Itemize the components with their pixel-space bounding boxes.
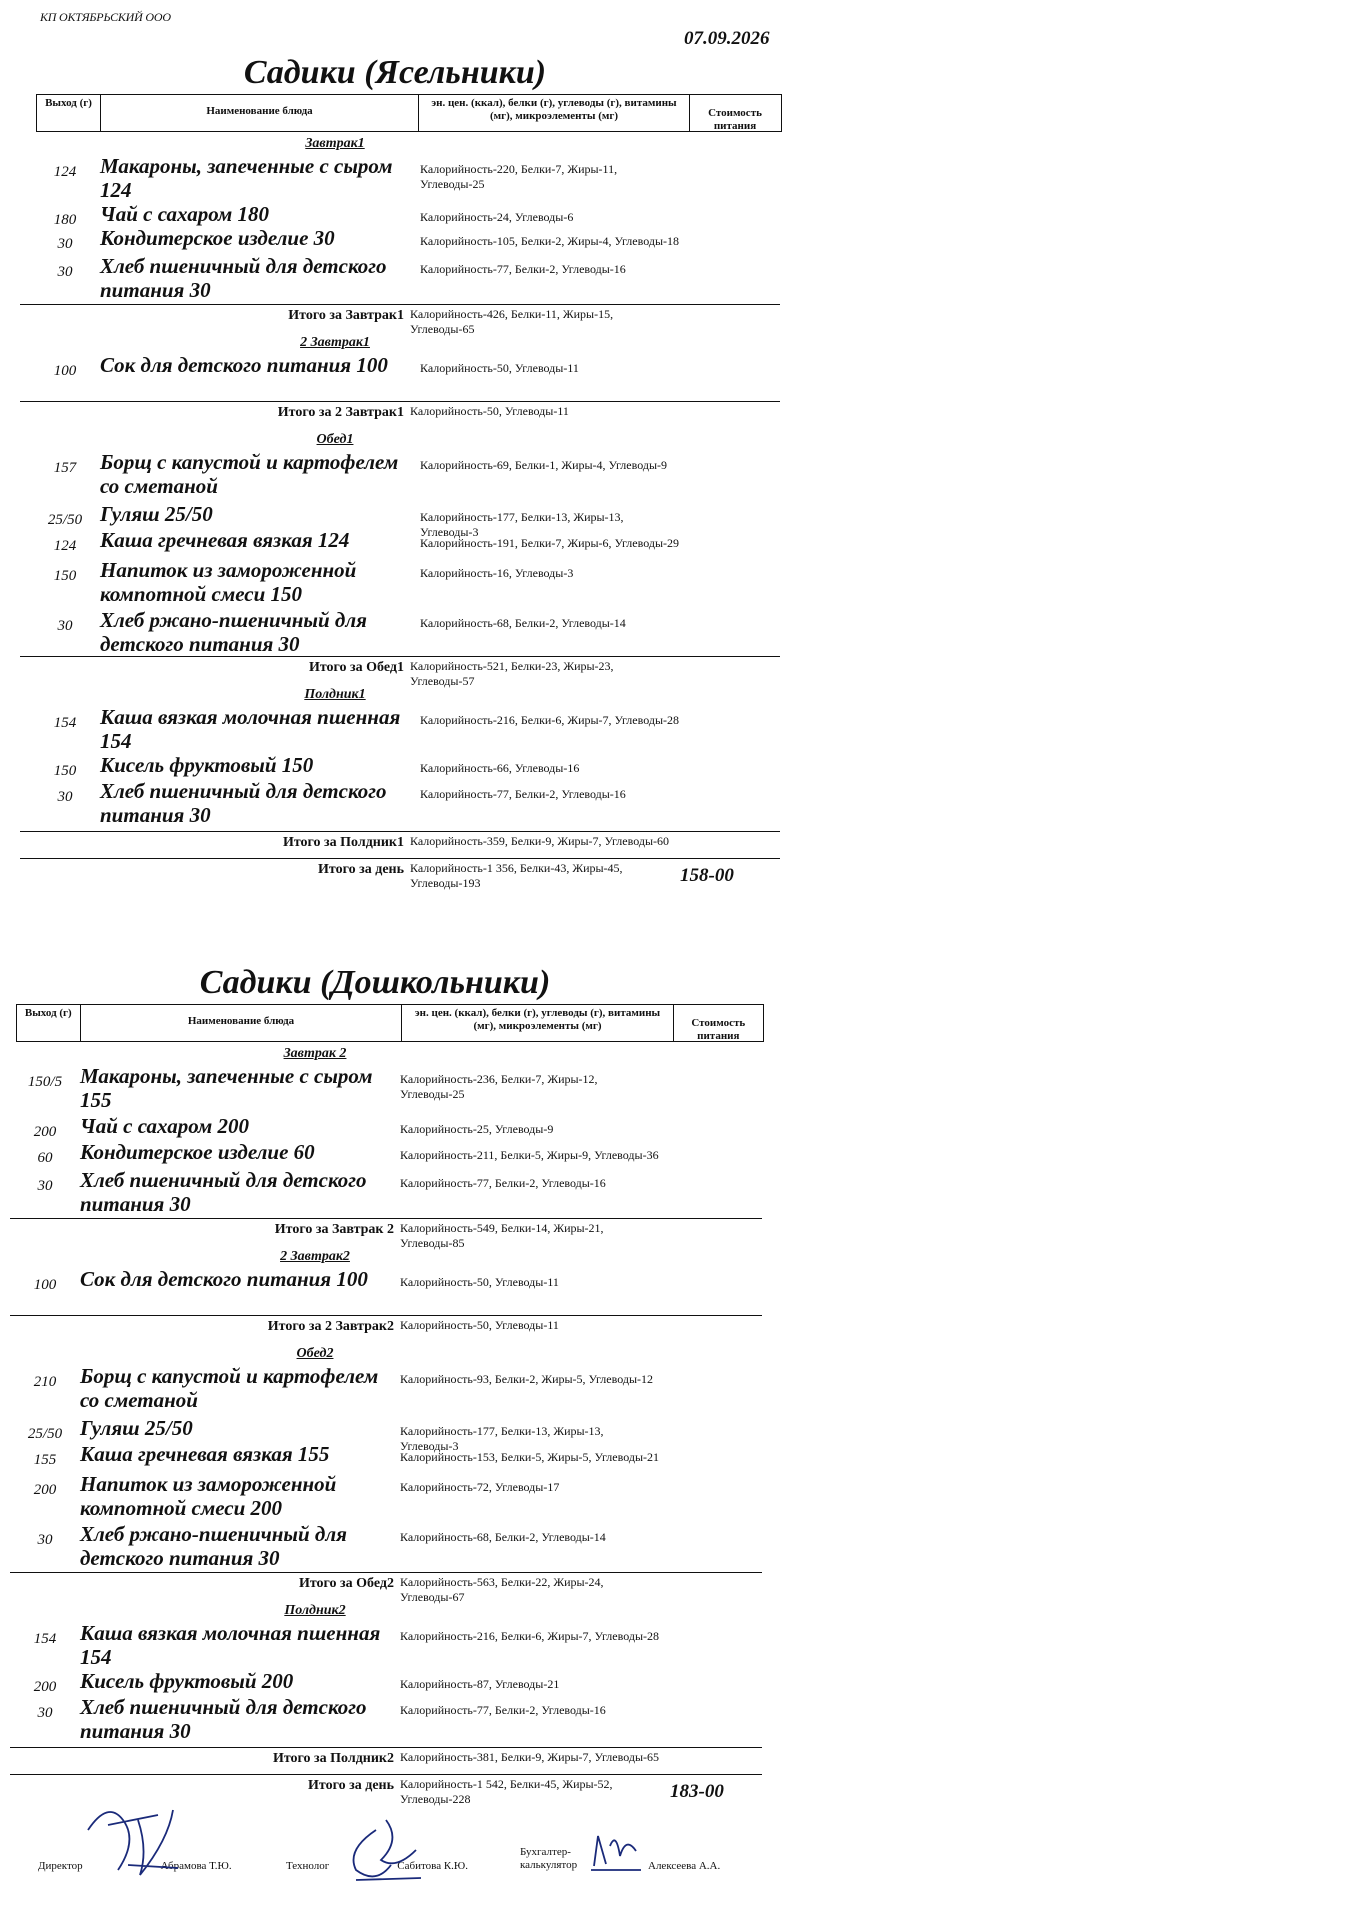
dish-yield: 150/5 xyxy=(27,1074,63,1090)
dish-nutrition: Калорийность-220, Белки-7, Жиры-11, Углеводы-25 xyxy=(420,162,618,191)
dish-yield: 200 xyxy=(33,1482,57,1498)
menu-preschool xyxy=(0,964,800,1807)
dish-nutrition: Калорийность-72, Углеводы-17 xyxy=(400,1480,560,1494)
dish-name: Хлеб ржано-пшеничный для детского питания 30 xyxy=(100,608,367,656)
dish-nutrition: Калорийность-50, Углеводы-11 xyxy=(400,1275,559,1289)
meal-total-nutrition: Калорийность-50, Углеводы-11 xyxy=(400,1318,559,1332)
dish-nutrition: Калорийность-177, Белки-13, Жиры-13, Углеводы-3 xyxy=(400,1424,604,1453)
column-yield: Выход (г) xyxy=(37,95,101,131)
column-cost: Стоимость питания xyxy=(708,107,762,131)
dish-yield: 30 xyxy=(57,264,73,280)
dish-row xyxy=(30,450,800,502)
signature-name: Алексеева А.А. xyxy=(648,1860,721,1872)
meal-total-nutrition: Калорийность-549, Белки-14, Жиры-21, Углеводы-85 xyxy=(400,1221,604,1250)
dish-nutrition: Калорийность-68, Белки-2, Углеводы-14 xyxy=(420,616,626,630)
signature-technologist xyxy=(286,1860,468,1872)
column-nutrition: эн. цен. (ккал), белки (г), углеводы (г), витамины (мг), микроэлементы (мг) xyxy=(419,95,690,131)
meal-total-label: Итого за Полдник1 xyxy=(282,835,404,850)
dish-nutrition: Калорийность-50, Углеводы-11 xyxy=(420,361,579,375)
director-signature-mark xyxy=(78,1790,188,1890)
dish-row xyxy=(10,1364,800,1416)
dish-yield: 200 xyxy=(33,1679,57,1695)
meal-section-label: Полдник2 xyxy=(284,1603,346,1618)
signature-role: Директор xyxy=(38,1860,83,1872)
meal-total-label: Итого за Завтрак1 xyxy=(288,308,404,323)
dish-row xyxy=(30,254,800,304)
dish-row xyxy=(30,154,800,202)
table-header xyxy=(36,94,782,132)
table-header xyxy=(16,1004,764,1042)
dish-name: Гуляш 25/50 xyxy=(80,1416,193,1440)
meal-total-label: Итого за Обед2 xyxy=(298,1576,394,1591)
dish-row xyxy=(30,528,800,558)
dish-yield: 30 xyxy=(57,789,73,805)
accountant-signature-mark xyxy=(586,1826,646,1876)
dish-name: Кондитерское изделие 30 xyxy=(100,226,335,250)
meal-total-row xyxy=(10,1218,762,1250)
dish-row xyxy=(30,779,800,831)
dish-name: Каша гречневая вязкая 124 xyxy=(100,528,350,552)
meal-section-label: 2 Завтрак2 xyxy=(280,1249,350,1264)
meal-total-row xyxy=(20,401,780,428)
dish-name: Каша вязкая молочная пшенная 154 xyxy=(100,705,401,753)
dish-row xyxy=(10,1416,800,1453)
meal-total-row xyxy=(20,304,780,336)
meal-section-label: 2 Завтрак1 xyxy=(300,335,370,350)
dish-row xyxy=(10,1695,800,1747)
dish-nutrition: Калорийность-77, Белки-2, Углеводы-16 xyxy=(400,1703,606,1717)
meal-section-label: Обед2 xyxy=(296,1346,334,1361)
dish-yield: 210 xyxy=(33,1374,57,1390)
dish-nutrition: Калорийность-25, Углеводы-9 xyxy=(400,1122,554,1136)
column-dish-name: Наименование блюда xyxy=(81,1005,403,1041)
dish-row xyxy=(30,202,800,226)
dish-yield: 30 xyxy=(37,1178,53,1194)
day-total-row xyxy=(20,858,780,891)
meal-total-label: Итого за Обед1 xyxy=(308,660,404,675)
meal-total-row xyxy=(10,1315,762,1342)
dish-row xyxy=(30,753,800,779)
dish-name: Кисель фруктовый 200 xyxy=(80,1669,294,1693)
meal-total-row xyxy=(10,1572,762,1604)
dish-name: Сок для детского питания 100 xyxy=(100,353,388,377)
column-cost: Стоимость питания xyxy=(691,1017,746,1041)
meal-total-label: Итого за 2 Завтрак2 xyxy=(267,1319,394,1334)
dish-yield: 25/50 xyxy=(27,1426,63,1442)
dish-nutrition: Калорийность-66, Углеводы-16 xyxy=(420,761,580,775)
dish-name: Хлеб пшеничный для детского питания 30 xyxy=(80,1695,367,1743)
dish-row xyxy=(10,1472,800,1522)
dish-nutrition: Калорийность-211, Белки-5, Жиры-9, Углеводы-36 xyxy=(400,1148,659,1162)
dish-name: Кондитерское изделие 60 xyxy=(80,1140,315,1164)
menu-title: Садики (Дошкольники) xyxy=(199,964,551,1001)
meal-total-nutrition: Калорийность-381, Белки-9, Жиры-7, Углеводы-65 xyxy=(400,1750,660,1764)
dish-nutrition: Калорийность-177, Белки-13, Жиры-13, Углеводы-3 xyxy=(420,510,624,539)
meal-total-nutrition: Калорийность-359, Белки-9, Жиры-7, Углеводы-60 xyxy=(410,834,670,848)
meal-total-nutrition: Калорийность-563, Белки-22, Жиры-24, Углеводы-67 xyxy=(400,1575,604,1604)
dish-nutrition: Калорийность-105, Белки-2, Жиры-4, Углеводы-18 xyxy=(420,234,680,248)
organization-name: КП ОКТЯБРЬСКИЙ ООО xyxy=(40,10,171,24)
dish-yield: 30 xyxy=(37,1705,53,1721)
meal-section-label: Завтрак1 xyxy=(305,136,365,151)
technologist-signature-mark xyxy=(336,1810,426,1890)
dish-nutrition: Калорийность-77, Белки-2, Углеводы-16 xyxy=(420,262,626,276)
dish-nutrition: Калорийность-16, Углеводы-3 xyxy=(420,566,574,580)
meal-section-label: Обед1 xyxy=(316,432,354,447)
dish-name: Хлеб пшеничный для детского питания 30 xyxy=(100,779,387,827)
dish-row xyxy=(30,353,800,401)
dish-row xyxy=(10,1168,800,1218)
dish-name: Чай с сахаром 180 xyxy=(100,202,270,226)
signature-role: Технолог xyxy=(286,1860,330,1872)
dish-yield: 30 xyxy=(57,618,73,634)
dish-row xyxy=(10,1442,800,1472)
meal-section-label: Полдник1 xyxy=(304,687,366,702)
dish-row xyxy=(10,1114,800,1140)
day-total-nutrition: Калорийность-1 542, Белки-45, Жиры-52, Углеводы-228 xyxy=(400,1777,613,1806)
meal-total-nutrition: Калорийность-521, Белки-23, Жиры-23, Углеводы-57 xyxy=(410,659,614,688)
dish-yield: 150 xyxy=(53,568,77,584)
dish-name: Макароны, запеченные с сыром 155 xyxy=(80,1064,373,1112)
day-price: 158-00 xyxy=(680,865,734,886)
signature-director xyxy=(38,1860,232,1872)
day-total-nutrition: Калорийность-1 356, Белки-43, Жиры-45, Углеводы-193 xyxy=(410,861,623,890)
dish-row xyxy=(10,1621,800,1669)
dish-nutrition: Калорийность-93, Белки-2, Жиры-5, Углеводы-12 xyxy=(400,1372,654,1386)
dish-yield: 155 xyxy=(33,1452,57,1468)
signature-role: Бухгалтер-калькулятор xyxy=(520,1846,578,1871)
dish-name: Хлеб пшеничный для детского питания 30 xyxy=(100,254,387,302)
dish-nutrition: Калорийность-77, Белки-2, Углеводы-16 xyxy=(400,1176,606,1190)
dish-row xyxy=(10,1064,800,1114)
dish-yield: 157 xyxy=(53,460,77,476)
dish-row xyxy=(10,1267,800,1315)
dish-yield: 200 xyxy=(33,1124,57,1140)
dish-nutrition: Калорийность-216, Белки-6, Жиры-7, Углеводы-28 xyxy=(400,1629,660,1643)
column-dish-name: Наименование блюда xyxy=(101,95,419,131)
dish-name: Борщ с капустой и картофелем со сметаной xyxy=(100,450,399,498)
meal-total-nutrition: Калорийность-426, Белки-11, Жиры-15, Углеводы-65 xyxy=(410,307,614,336)
meal-section-label: Завтрак 2 xyxy=(283,1046,347,1061)
meal-total-nutrition: Калорийность-50, Углеводы-11 xyxy=(410,404,569,418)
dish-yield: 100 xyxy=(53,363,77,379)
dish-name: Каша вязкая молочная пшенная 154 xyxy=(80,1621,381,1669)
dish-yield: 154 xyxy=(33,1631,57,1647)
dish-nutrition: Калорийность-77, Белки-2, Углеводы-16 xyxy=(420,787,626,801)
dish-row xyxy=(30,705,800,753)
meal-total-row xyxy=(10,1747,762,1774)
dish-yield: 154 xyxy=(53,715,77,731)
dish-yield: 25/50 xyxy=(47,512,83,528)
menu-date: 07.09.2026 xyxy=(684,28,770,49)
meal-total-label: Итого за Полдник2 xyxy=(272,1751,394,1766)
signature-accountant xyxy=(520,1846,720,1872)
dish-row xyxy=(10,1669,800,1695)
dish-nutrition: Калорийность-153, Белки-5, Жиры-5, Углеводы-21 xyxy=(400,1450,660,1464)
dish-nutrition: Калорийность-236, Белки-7, Жиры-12, Углеводы-25 xyxy=(400,1072,598,1101)
dish-yield: 124 xyxy=(53,538,77,554)
meal-total-label: Итого за Завтрак 2 xyxy=(274,1222,394,1237)
column-nutrition: эн. цен. (ккал), белки (г), углеводы (г), витамины (мг), микроэлементы (мг) xyxy=(402,1005,673,1041)
dish-name: Борщ с капустой и картофелем со сметаной xyxy=(80,1364,379,1412)
dish-name: Хлеб ржано-пшеничный для детского питания 30 xyxy=(80,1522,347,1570)
dish-nutrition: Калорийность-24, Углеводы-6 xyxy=(420,210,574,224)
dish-row xyxy=(10,1140,800,1168)
dish-row xyxy=(30,226,800,254)
dish-name: Каша гречневая вязкая 155 xyxy=(80,1442,330,1466)
dish-name: Макароны, запеченные с сыром 124 xyxy=(100,154,393,202)
day-total-label: Итого за день xyxy=(308,1778,394,1793)
dish-name: Кисель фруктовый 150 xyxy=(100,753,314,777)
meal-total-label: Итого за 2 Завтрак1 xyxy=(277,405,404,420)
dish-yield: 60 xyxy=(37,1150,53,1166)
dish-name: Напиток из замороженной компотной смеси 150 xyxy=(100,558,357,606)
dish-yield: 124 xyxy=(53,164,77,180)
dish-row xyxy=(10,1522,800,1572)
dish-name: Гуляш 25/50 xyxy=(100,502,213,526)
signature-name: Сабитова К.Ю. xyxy=(397,1860,468,1872)
meal-total-row xyxy=(20,656,780,688)
dish-yield: 30 xyxy=(37,1532,53,1548)
signature-name: Абрамова Т.Ю. xyxy=(160,1860,232,1872)
menu-title: Садики (Ясельники) xyxy=(243,54,547,91)
dish-yield: 150 xyxy=(53,763,77,779)
dish-name: Хлеб пшеничный для детского питания 30 xyxy=(80,1168,367,1216)
signatures-footer xyxy=(30,1800,790,1910)
dish-nutrition: Калорийность-216, Белки-6, Жиры-7, Углеводы-28 xyxy=(420,713,680,727)
day-total-label: Итого за день xyxy=(318,862,404,877)
dish-name: Сок для детского питания 100 xyxy=(80,1267,368,1291)
menu-nursery xyxy=(0,54,800,891)
dish-nutrition: Калорийность-87, Углеводы-21 xyxy=(400,1677,560,1691)
dish-yield: 180 xyxy=(53,212,77,228)
dish-nutrition: Калорийность-191, Белки-7, Жиры-6, Углеводы-29 xyxy=(420,536,680,550)
column-yield: Выход (г) xyxy=(17,1005,81,1041)
day-price: 183-00 xyxy=(670,1781,724,1802)
dish-nutrition: Калорийность-68, Белки-2, Углеводы-14 xyxy=(400,1530,606,1544)
dish-row xyxy=(30,608,800,656)
meal-total-row xyxy=(20,831,780,858)
dish-yield: 30 xyxy=(57,236,73,252)
dish-nutrition: Калорийность-69, Белки-1, Жиры-4, Углеводы-9 xyxy=(420,458,668,472)
dish-row xyxy=(30,558,800,608)
dish-name: Чай с сахаром 200 xyxy=(80,1114,250,1138)
dish-name: Напиток из замороженной компотной смеси 200 xyxy=(80,1472,337,1520)
dish-row xyxy=(30,502,800,539)
dish-yield: 100 xyxy=(33,1277,57,1293)
